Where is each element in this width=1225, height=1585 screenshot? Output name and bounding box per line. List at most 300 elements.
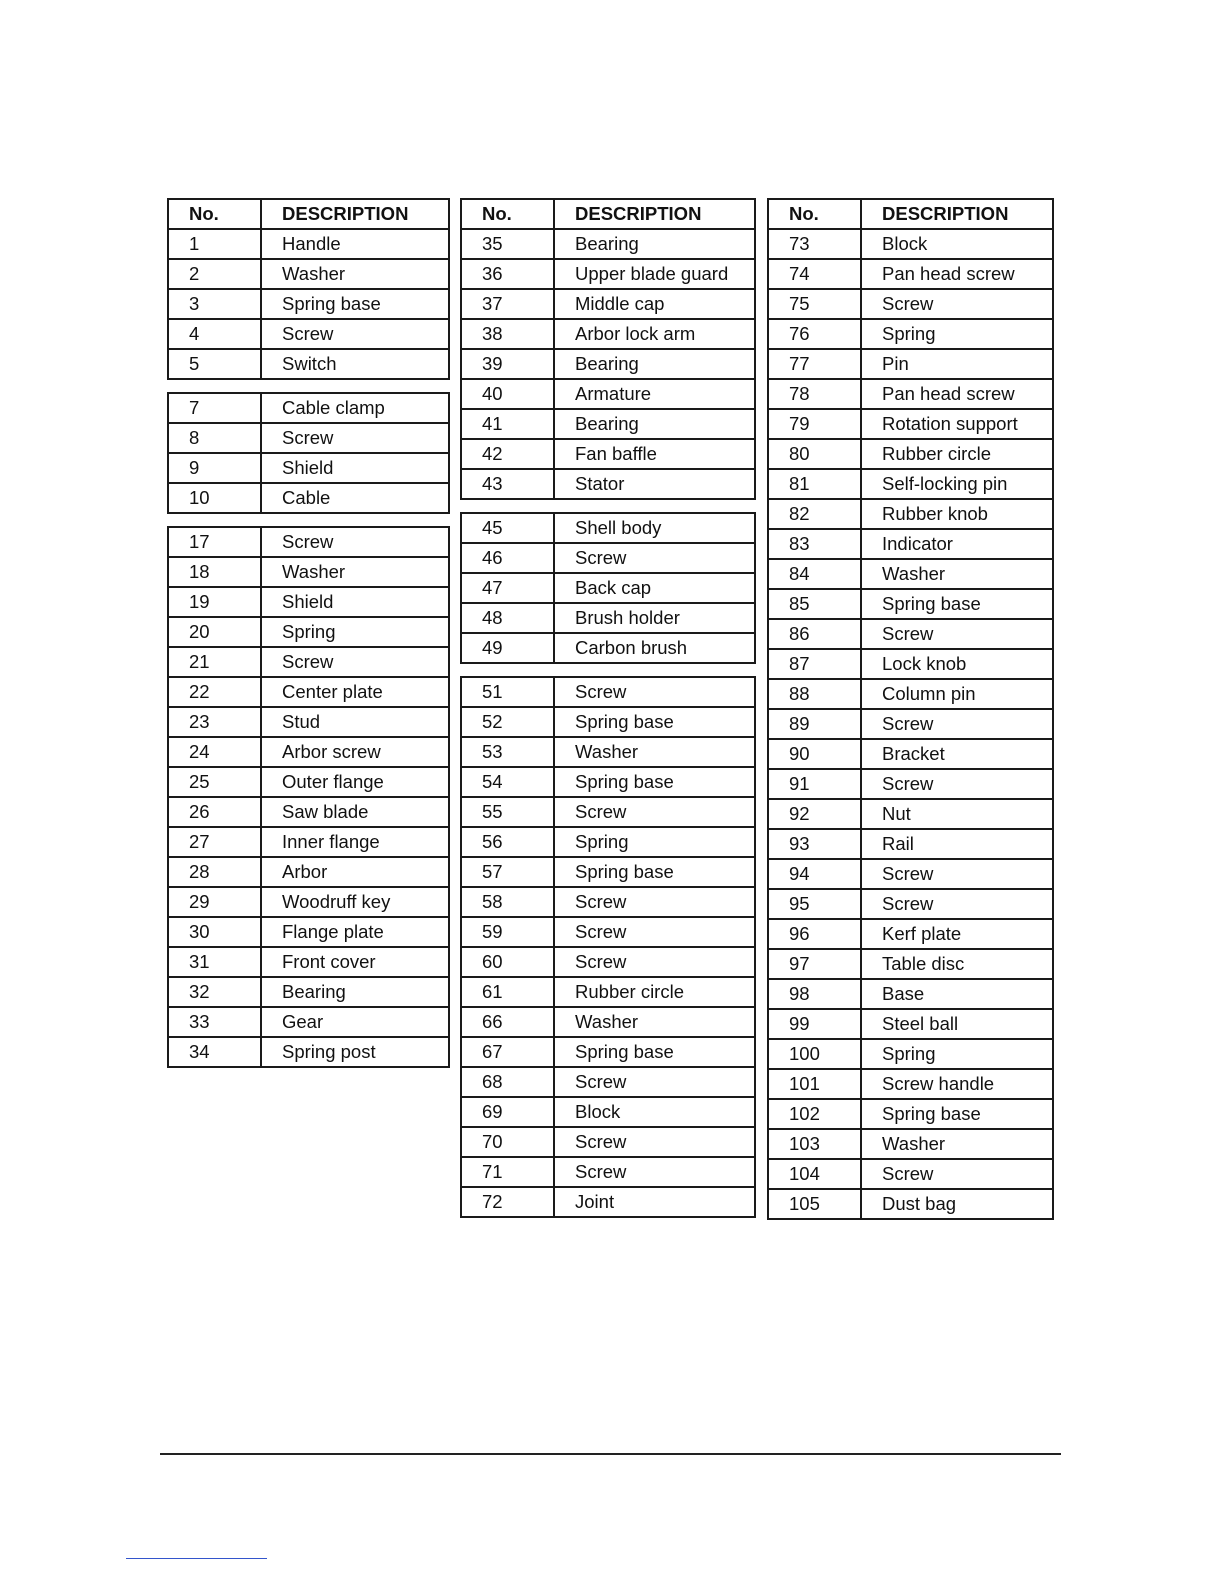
table-row <box>461 1157 755 1187</box>
part-description: Self-locking pin <box>861 469 1053 499</box>
table-row <box>461 259 755 289</box>
part-description: Steel ball <box>861 1009 1053 1039</box>
table-row <box>768 289 1053 319</box>
part-description: Screw <box>554 1127 755 1157</box>
table-row <box>461 1187 755 1217</box>
part-description: Pan head screw <box>861 259 1053 289</box>
part-number: 102 <box>768 1099 861 1129</box>
table-row <box>168 797 449 827</box>
part-number: 45 <box>461 513 554 543</box>
part-number: 51 <box>461 677 554 707</box>
part-description: Dust bag <box>861 1189 1053 1219</box>
part-number: 41 <box>461 409 554 439</box>
table-row <box>768 469 1053 499</box>
part-number: 76 <box>768 319 861 349</box>
part-number: 2 <box>168 259 261 289</box>
part-description: Screw <box>861 859 1053 889</box>
part-description: Rubber circle <box>861 439 1053 469</box>
table-row <box>461 977 755 1007</box>
part-number: 9 <box>168 453 261 483</box>
part-number: 53 <box>461 737 554 767</box>
part-description: Spring base <box>861 1099 1053 1129</box>
table-row <box>461 573 755 603</box>
part-description: Spring <box>861 1039 1053 1069</box>
part-number: 43 <box>461 469 554 499</box>
table-row <box>461 513 755 543</box>
part-number: 67 <box>461 1037 554 1067</box>
table-row <box>461 797 755 827</box>
part-number: 55 <box>461 797 554 827</box>
part-description: Column pin <box>861 679 1053 709</box>
part-number: 24 <box>168 737 261 767</box>
table-row <box>768 559 1053 589</box>
table-row <box>168 289 449 319</box>
group-gap <box>460 664 756 676</box>
table-row <box>168 393 449 423</box>
part-number: 32 <box>168 977 261 1007</box>
part-description: Screw handle <box>861 1069 1053 1099</box>
header-description: DESCRIPTION <box>261 199 449 229</box>
part-number: 19 <box>168 587 261 617</box>
part-number: 93 <box>768 829 861 859</box>
part-description: Bearing <box>554 409 755 439</box>
part-description: Washer <box>554 737 755 767</box>
table-row <box>461 707 755 737</box>
parts-table <box>460 676 756 1218</box>
table-row <box>168 319 449 349</box>
part-number: 82 <box>768 499 861 529</box>
table-row <box>461 1127 755 1157</box>
part-number: 40 <box>461 379 554 409</box>
group-gap <box>460 500 756 512</box>
part-number: 7 <box>168 393 261 423</box>
table-row <box>168 483 449 513</box>
part-description: Rail <box>861 829 1053 859</box>
part-description: Handle <box>261 229 449 259</box>
table-row <box>461 1037 755 1067</box>
part-number: 101 <box>768 1069 861 1099</box>
part-description: Screw <box>861 709 1053 739</box>
part-number: 23 <box>168 707 261 737</box>
header-no: No. <box>768 199 861 229</box>
table-row <box>461 677 755 707</box>
part-number: 60 <box>461 947 554 977</box>
header-no: No. <box>168 199 261 229</box>
parts-column-3 <box>767 198 1054 1220</box>
part-description: Spring base <box>861 589 1053 619</box>
table-row <box>461 409 755 439</box>
header-description: DESCRIPTION <box>861 199 1053 229</box>
group-gap <box>167 514 450 526</box>
part-number: 27 <box>168 827 261 857</box>
table-row <box>768 1009 1053 1039</box>
table-row <box>168 229 449 259</box>
part-number: 69 <box>461 1097 554 1127</box>
table-row <box>768 319 1053 349</box>
parts-table <box>460 198 756 500</box>
part-description: Spring base <box>554 707 755 737</box>
part-description: Front cover <box>261 947 449 977</box>
table-row <box>768 499 1053 529</box>
part-number: 8 <box>168 423 261 453</box>
table-row <box>768 1189 1053 1219</box>
table-row <box>768 769 1053 799</box>
table-row <box>768 1069 1053 1099</box>
part-number: 17 <box>168 527 261 557</box>
table-row <box>768 439 1053 469</box>
part-number: 70 <box>461 1127 554 1157</box>
part-number: 39 <box>461 349 554 379</box>
part-number: 73 <box>768 229 861 259</box>
table-row <box>461 1067 755 1097</box>
table-row <box>461 439 755 469</box>
part-number: 31 <box>168 947 261 977</box>
part-number: 20 <box>168 617 261 647</box>
table-row <box>461 289 755 319</box>
header-no: No. <box>461 199 554 229</box>
table-row <box>461 857 755 887</box>
part-description: Fan baffle <box>554 439 755 469</box>
part-description: Gear <box>261 1007 449 1037</box>
part-description: Upper blade guard <box>554 259 755 289</box>
part-number: 37 <box>461 289 554 319</box>
table-row <box>168 349 449 379</box>
part-number: 68 <box>461 1067 554 1097</box>
part-description: Screw <box>861 1159 1053 1189</box>
parts-table <box>460 512 756 664</box>
parts-column-1 <box>167 198 450 1068</box>
part-description: Arbor lock arm <box>554 319 755 349</box>
table-row <box>768 409 1053 439</box>
part-number: 28 <box>168 857 261 887</box>
table-row <box>461 737 755 767</box>
part-description: Saw blade <box>261 797 449 827</box>
part-number: 4 <box>168 319 261 349</box>
part-description: Joint <box>554 1187 755 1217</box>
table-row <box>768 619 1053 649</box>
part-number: 57 <box>461 857 554 887</box>
part-number: 80 <box>768 439 861 469</box>
part-number: 92 <box>768 799 861 829</box>
part-number: 86 <box>768 619 861 649</box>
part-description: Screw <box>554 1157 755 1187</box>
part-description: Block <box>861 229 1053 259</box>
part-number: 34 <box>168 1037 261 1067</box>
table-row <box>768 979 1053 1009</box>
part-number: 3 <box>168 289 261 319</box>
table-row <box>768 739 1053 769</box>
part-description: Armature <box>554 379 755 409</box>
part-number: 72 <box>461 1187 554 1217</box>
part-description: Switch <box>261 349 449 379</box>
table-row <box>168 827 449 857</box>
parts-table <box>167 198 450 380</box>
table-row <box>768 679 1053 709</box>
part-description: Pin <box>861 349 1053 379</box>
part-description: Center plate <box>261 677 449 707</box>
table-row <box>768 829 1053 859</box>
table-row <box>768 1099 1053 1129</box>
part-description: Rubber knob <box>861 499 1053 529</box>
table-row <box>168 423 449 453</box>
table-row <box>461 469 755 499</box>
part-number: 46 <box>461 543 554 573</box>
part-description: Brush holder <box>554 603 755 633</box>
part-number: 90 <box>768 739 861 769</box>
part-number: 5 <box>168 349 261 379</box>
part-number: 97 <box>768 949 861 979</box>
table-row <box>461 767 755 797</box>
part-number: 18 <box>168 557 261 587</box>
part-number: 56 <box>461 827 554 857</box>
part-number: 100 <box>768 1039 861 1069</box>
part-description: Bearing <box>554 349 755 379</box>
part-description: Screw <box>554 947 755 977</box>
table-row <box>168 857 449 887</box>
part-description: Arbor <box>261 857 449 887</box>
table-row <box>461 917 755 947</box>
table-row <box>168 887 449 917</box>
table-row <box>168 617 449 647</box>
part-description: Flange plate <box>261 917 449 947</box>
table-header-row <box>768 199 1053 229</box>
table-row <box>768 229 1053 259</box>
part-description: Screw <box>261 527 449 557</box>
part-description: Rubber circle <box>554 977 755 1007</box>
table-row <box>461 319 755 349</box>
table-row <box>768 349 1053 379</box>
part-description: Back cap <box>554 573 755 603</box>
group-gap <box>167 380 450 392</box>
table-row <box>461 379 755 409</box>
part-number: 58 <box>461 887 554 917</box>
table-row <box>768 259 1053 289</box>
part-description: Bearing <box>261 977 449 1007</box>
part-description: Spring base <box>554 857 755 887</box>
part-number: 91 <box>768 769 861 799</box>
table-row <box>168 647 449 677</box>
part-description: Screw <box>861 889 1053 919</box>
table-row <box>168 737 449 767</box>
table-row <box>461 1097 755 1127</box>
part-description: Screw <box>261 423 449 453</box>
part-description: Shell body <box>554 513 755 543</box>
table-row <box>461 633 755 663</box>
part-number: 104 <box>768 1159 861 1189</box>
part-number: 30 <box>168 917 261 947</box>
part-number: 10 <box>168 483 261 513</box>
table-row <box>168 259 449 289</box>
parts-table <box>767 198 1054 1220</box>
part-number: 61 <box>461 977 554 1007</box>
part-description: Shield <box>261 453 449 483</box>
table-row <box>461 229 755 259</box>
part-number: 25 <box>168 767 261 797</box>
table-row <box>168 677 449 707</box>
table-row <box>168 587 449 617</box>
table-row <box>768 889 1053 919</box>
part-number: 103 <box>768 1129 861 1159</box>
part-description: Stator <box>554 469 755 499</box>
part-description: Rotation support <box>861 409 1053 439</box>
part-description: Spring <box>554 827 755 857</box>
part-number: 52 <box>461 707 554 737</box>
part-number: 66 <box>461 1007 554 1037</box>
part-description: Outer flange <box>261 767 449 797</box>
table-header-row <box>461 199 755 229</box>
part-number: 94 <box>768 859 861 889</box>
part-number: 26 <box>168 797 261 827</box>
table-row <box>168 947 449 977</box>
part-number: 47 <box>461 573 554 603</box>
part-description: Screw <box>554 887 755 917</box>
part-description: Spring base <box>554 1037 755 1067</box>
part-number: 48 <box>461 603 554 633</box>
table-row <box>168 767 449 797</box>
part-number: 77 <box>768 349 861 379</box>
part-number: 29 <box>168 887 261 917</box>
footer-rule <box>160 1453 1061 1455</box>
part-description: Shield <box>261 587 449 617</box>
part-number: 38 <box>461 319 554 349</box>
part-description: Woodruff key <box>261 887 449 917</box>
part-description: Washer <box>554 1007 755 1037</box>
table-row <box>768 799 1053 829</box>
part-number: 22 <box>168 677 261 707</box>
table-row <box>168 977 449 1007</box>
table-row <box>768 589 1053 619</box>
table-row <box>461 827 755 857</box>
part-number: 89 <box>768 709 861 739</box>
part-number: 36 <box>461 259 554 289</box>
part-number: 35 <box>461 229 554 259</box>
table-row <box>461 543 755 573</box>
part-number: 96 <box>768 919 861 949</box>
part-description: Screw <box>861 619 1053 649</box>
table-row <box>768 1129 1053 1159</box>
table-row <box>168 917 449 947</box>
part-description: Kerf plate <box>861 919 1053 949</box>
part-description: Arbor screw <box>261 737 449 767</box>
table-row <box>168 707 449 737</box>
part-number: 95 <box>768 889 861 919</box>
table-row <box>168 453 449 483</box>
table-row <box>768 649 1053 679</box>
part-number: 84 <box>768 559 861 589</box>
part-number: 21 <box>168 647 261 677</box>
part-number: 78 <box>768 379 861 409</box>
table-row <box>768 709 1053 739</box>
part-description: Inner flange <box>261 827 449 857</box>
table-row <box>768 1159 1053 1189</box>
part-number: 75 <box>768 289 861 319</box>
part-description: Bracket <box>861 739 1053 769</box>
part-description: Screw <box>554 677 755 707</box>
part-description: Stud <box>261 707 449 737</box>
part-number: 98 <box>768 979 861 1009</box>
part-number: 54 <box>461 767 554 797</box>
table-row <box>461 887 755 917</box>
part-description: Middle cap <box>554 289 755 319</box>
table-header-row <box>168 199 449 229</box>
part-description: Screw <box>861 289 1053 319</box>
part-description: Washer <box>861 1129 1053 1159</box>
table-row <box>168 557 449 587</box>
part-description: Screw <box>554 543 755 573</box>
header-description: DESCRIPTION <box>554 199 755 229</box>
part-description: Table disc <box>861 949 1053 979</box>
part-description: Screw <box>261 647 449 677</box>
table-row <box>461 1007 755 1037</box>
part-description: Screw <box>261 319 449 349</box>
part-description: Spring post <box>261 1037 449 1067</box>
table-row <box>168 527 449 557</box>
part-description: Spring base <box>261 289 449 319</box>
part-description: Washer <box>261 259 449 289</box>
parts-table <box>167 526 450 1068</box>
part-description: Base <box>861 979 1053 1009</box>
table-row <box>768 529 1053 559</box>
part-description: Screw <box>554 797 755 827</box>
parts-column-2 <box>460 198 756 1218</box>
table-row <box>768 949 1053 979</box>
part-description: Screw <box>861 769 1053 799</box>
part-description: Screw <box>554 917 755 947</box>
part-number: 49 <box>461 633 554 663</box>
table-row <box>461 603 755 633</box>
part-number: 71 <box>461 1157 554 1187</box>
part-number: 42 <box>461 439 554 469</box>
part-number: 81 <box>768 469 861 499</box>
part-number: 99 <box>768 1009 861 1039</box>
part-number: 74 <box>768 259 861 289</box>
table-row <box>768 1039 1053 1069</box>
part-number: 105 <box>768 1189 861 1219</box>
part-description: Lock knob <box>861 649 1053 679</box>
part-description: Bearing <box>554 229 755 259</box>
part-description: Screw <box>554 1067 755 1097</box>
part-number: 85 <box>768 589 861 619</box>
part-number: 79 <box>768 409 861 439</box>
part-description: Block <box>554 1097 755 1127</box>
part-number: 88 <box>768 679 861 709</box>
table-row <box>461 947 755 977</box>
part-description: Washer <box>861 559 1053 589</box>
table-row <box>768 919 1053 949</box>
part-description: Pan head screw <box>861 379 1053 409</box>
part-number: 1 <box>168 229 261 259</box>
part-description: Nut <box>861 799 1053 829</box>
part-number: 83 <box>768 529 861 559</box>
part-description: Washer <box>261 557 449 587</box>
part-number: 33 <box>168 1007 261 1037</box>
table-row <box>768 859 1053 889</box>
part-description: Spring <box>261 617 449 647</box>
table-row <box>461 349 755 379</box>
table-row <box>168 1037 449 1067</box>
part-description: Spring <box>861 319 1053 349</box>
part-description: Cable clamp <box>261 393 449 423</box>
table-row <box>768 379 1053 409</box>
footer-link-underline <box>126 1558 267 1559</box>
table-row <box>168 1007 449 1037</box>
part-description: Spring base <box>554 767 755 797</box>
part-description: Indicator <box>861 529 1053 559</box>
part-description: Carbon brush <box>554 633 755 663</box>
part-description: Cable <box>261 483 449 513</box>
part-number: 87 <box>768 649 861 679</box>
parts-table <box>167 392 450 514</box>
